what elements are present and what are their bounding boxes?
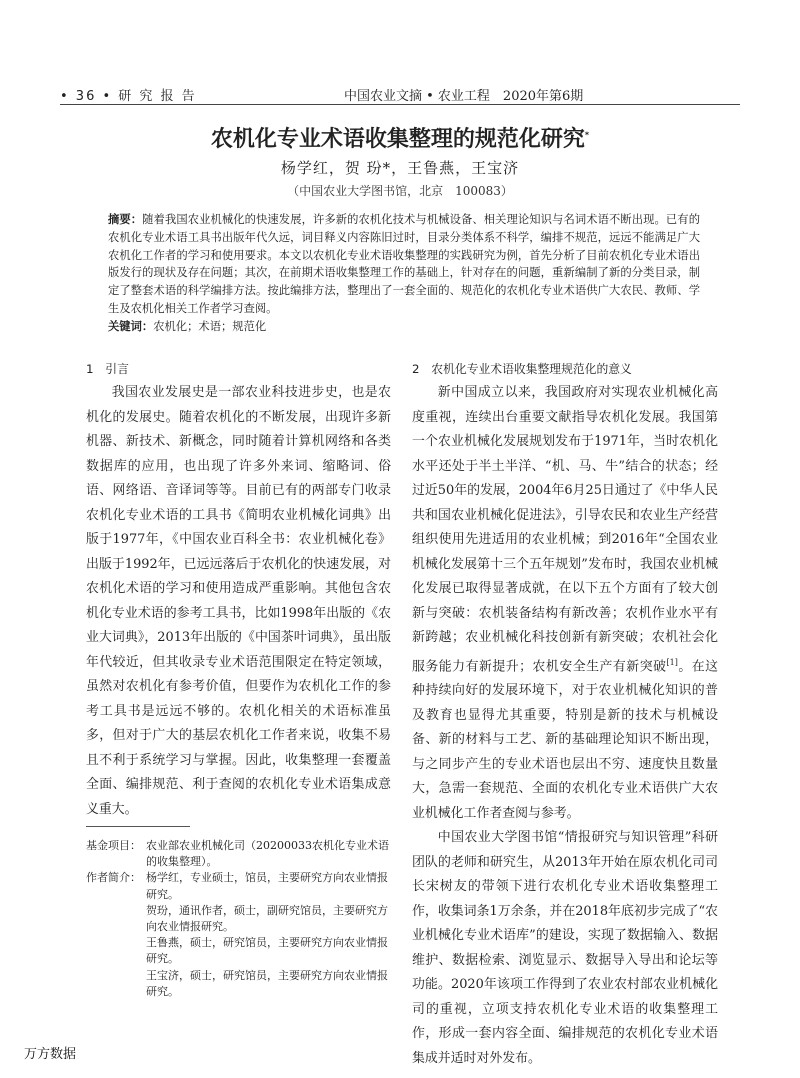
paragraph-text: 新中国成立以来，我国政府对实现农业机械化高度重视，连续出台重要文献指导农机化发展。我国第一个农业机械化发展规划发布于1971年，当时农机化水平还处于半土半洋、“机、马、牛”结合的状态；经过近50年的发展，2004年6月25日通过了《中华人民共和国农业机械化促进法》，引导农民和农业生产经营组织使用先进适用的农业机械；到2016年“全国农业机械化发展第十三个五年规划”发布时，我国农业机械化发展已取得显著成就，在以下五个方面有了较大创新与突破：农机装备结构有新改善；农机作业水平有新跨越；农业机械化科技创新有新突破；农机社会化服务能力有新提升；农机安全生产有新突破 <box>412 385 718 674</box>
author-bio: 王鲁燕，硕士，研究馆员，主要研究方向农业情报研究。 <box>146 936 388 966</box>
fund-label: 基金项目： <box>86 839 141 852</box>
author-note-label: 作者简介： <box>86 871 141 885</box>
author-bio: 贺玢，通讯作者，硕士，副研究馆员，主要研究方向农业情报研究。 <box>146 903 388 934</box>
fund-note <box>86 838 391 870</box>
section-2-paragraph-2: 中国农业大学图书馆“情报研究与知识管理”科研团队的老师和研究生，从2013年开始在原农机化司司长宋树友的带领下进行农机化专业术语收集整理工作，收集词条1万余条，并在2018年底初步完成了“农业机械化专业术语库”的建设，实现了数据输入、数据维护、数据检索、浏览显示、数据导入导出和论坛等功能。2020年该项工作得到了农业农村部农业机械化司的重视，立项支持农机化专业术语的收集整理工作，形成一套内容全面、编排规范的农机化专业术语集成并适时对外发布。 <box>412 830 718 1066</box>
running-header <box>60 85 740 105</box>
abstract <box>108 211 700 318</box>
affiliation: （中国农业大学图书馆，北京 100083） <box>287 184 513 198</box>
abstract-label: 摘要： <box>108 213 143 226</box>
journal-name: 中国农业文摘 • 农业工程 2020年第6期 <box>344 89 584 104</box>
abstract-text: 随着我国农业机械化的快速发展，许多新的农机化技术与机械设备、相关理论知识与名词术语不断出现。已有的农机化专业术语工具书出版年代久远，词目释义内容陈旧过时，目录分类体系不科学，编排不规范，远远不能满足广大农机化工作者的学习和使用要求。本文以农机化专业术语收集整理的实践研究为例，首先分析了目前农机化专业术语出版发行的现状及存在问题；其次，在前期术语收集整理工作的基础上，针对存在的问题，重新编制了新的分类目录，制定了整套术语的科学编排方法。按此编排方法，整理出了一套全面的、规范化的农机化专业术语供广大农民、教师、学生及农机化相关工作者学习查阅。 <box>108 213 700 315</box>
paragraph-text: 。在这种持续向好的发展环境下，对于农业机械化知识的普及教育也显得尤其重要，特别是新的技术与机械设备、新的材料与工艺、新的基础理论知识不断出现，与之同步产生的专业术语也层出不穷、速度快且数量大，急需一套规范、全面的农机化专业术语供广大农业机械化工作者查阅与参考。 <box>412 658 719 821</box>
section-2-heading: 2 农机化专业术语收集整理规范化的意义 <box>412 362 632 376</box>
left-column <box>86 359 391 822</box>
abstract-block <box>108 211 700 336</box>
footnotes <box>86 838 391 1000</box>
keywords <box>108 318 700 336</box>
section-2-paragraph-1 <box>412 381 718 826</box>
citation-ref[interactable]: [1] <box>666 657 678 667</box>
footnote-rule <box>86 826 190 827</box>
wanfang-watermark-logo: 万方数据 <box>24 1047 77 1062</box>
author-list: 杨学红，贺 玢*，王鲁燕，王宝济 <box>280 159 520 177</box>
section-1-heading: 1 引言 <box>86 362 129 376</box>
fund-text: 农业部农业机械化司（20200033农机化专业术语的收集整理）。 <box>146 839 389 869</box>
header-rule <box>60 104 740 105</box>
page-number-label: • 36 • 研 究 报 告 <box>60 89 197 104</box>
author-bio: 王宝济，硕士，研究馆员，主要研究方向农业情报研究。 <box>146 968 388 998</box>
title-text: 农机化专业术语收集整理的规范化研究 <box>210 127 585 152</box>
title-mark: * <box>584 130 590 140</box>
right-column <box>412 359 718 1071</box>
keywords-text: 农机化；术语；规范化 <box>153 319 267 333</box>
keywords-label: 关键词： <box>108 319 154 333</box>
section-1-paragraph: 我国农业发展史是一部农业科技进步史，也是农机化的发展史。随着农机化的不断发展，出现许多新机器、新技术、新概念，同时随着计算机网络和各类数据库的应用，也出现了许多外来词、缩略词、俗语、网络语、音译词等等。目前已有的两部专门收录农机化专业术语的工具书《简明农业机械化词典》出版于1977年，《中国农业百科全书：农业机械化卷》出版于1992年，已远远落后于农机化的快速发展，对农机化术语的学习和使用造成严重影响。其他包含农机化专业术语的参考工具书，比如1998年出版的《农业大词典》，2013年出版的《中国茶叶词典》，虽出版年代较近，但其收录专业术语范围限定在特定领域，虽然对农机化有参考价值，但要作为农机化工作的参考工具书是远远不够的。农机化相关的术语标准虽多，但对于广大的基层农机化工作者来说，收集不易且不利于系统学习与掌握。因此，收集整理一套覆盖全面、编排规范、利于查阅的农机化专业术语集成意义重大。 <box>86 385 391 817</box>
article-title <box>0 122 800 153</box>
author-note <box>86 870 391 1000</box>
author-bio: 杨学红，专业硕士，馆员，主要研究方向农业情报研究。 <box>146 871 388 901</box>
